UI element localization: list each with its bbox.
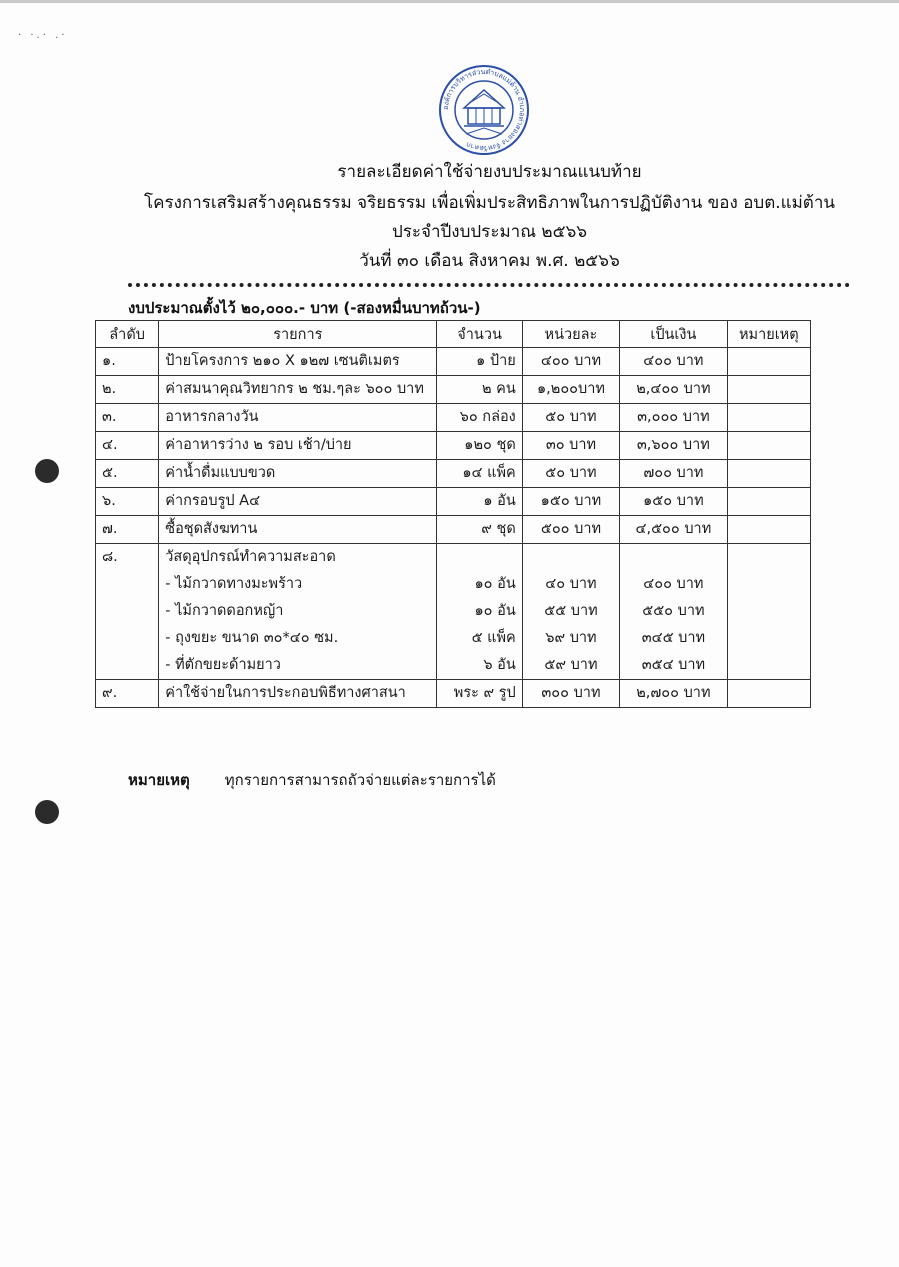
item-unit-price: ๑๕๐ บาท xyxy=(540,493,602,509)
item-remark-cell xyxy=(727,348,810,376)
item-quantity: ๕ แพ็ค xyxy=(471,630,516,646)
document-date: วันที่ ๓๐ เดือน สิงหาคม พ.ศ. ๒๕๖๖ xyxy=(359,251,620,271)
table-row xyxy=(96,432,811,460)
item-name: ค่าสมนาคุณวิทยากร ๒ ชม.ๆละ ๖๐๐ บาท xyxy=(165,381,424,397)
col-header-quantity: จำนวน xyxy=(437,321,522,348)
item-amount: ๗๐๐ บาท xyxy=(643,465,704,481)
item-quantity: ๖ อัน xyxy=(483,657,516,673)
item-remark-cell xyxy=(727,460,810,488)
item-remark-cell xyxy=(727,376,810,404)
item-amount: ๑๕๐ บาท xyxy=(643,493,704,509)
item-remark-cell xyxy=(727,544,810,680)
item-amount: ๓๔๕ บาท xyxy=(641,630,706,646)
item-name-cell xyxy=(159,516,437,544)
item-quantity-cell xyxy=(437,348,522,376)
item-unit-price: ๕๕ บาท xyxy=(544,603,598,619)
item-amount: ๕๕๐ บาท xyxy=(642,603,705,619)
organization-seal-icon xyxy=(438,64,530,156)
table-row xyxy=(96,544,811,680)
fiscal-year: ประจำปีงบประมาณ ๒๕๖๖ xyxy=(391,222,588,242)
punch-hole-upper xyxy=(35,459,59,483)
item-unit-price-cell xyxy=(522,680,619,708)
item-name: - ที่ตักขยะด้ามยาว xyxy=(165,657,281,673)
item-amount: ๔,๕๐๐ บาท xyxy=(635,521,712,537)
item-amount xyxy=(626,544,720,571)
item-unit-price: ๑,๒๐๐บาท xyxy=(536,381,605,397)
item-name-cell xyxy=(159,460,437,488)
item-name: อาหารกลางวัน xyxy=(165,409,259,425)
item-name-cell xyxy=(159,348,437,376)
item-unit-price-cell xyxy=(522,460,619,488)
item-unit-price: ๖๙ บาท xyxy=(545,630,597,646)
item-unit-price: ๓๐ บาท xyxy=(545,437,597,453)
item-quantity: พระ ๙ รูป xyxy=(453,685,516,701)
item-quantity-cell xyxy=(437,488,522,516)
document-title: รายละเอียดค่าใช้จ่ายงบประมาณแนบท้าย xyxy=(337,162,642,182)
item-name: ป้ายโครงการ ๒๑๐ X ๑๒๗ เซนติเมตร xyxy=(165,353,400,369)
item-unit-price: ๕๙ บาท xyxy=(544,657,598,673)
row-number: ๙. xyxy=(96,680,159,708)
item-amount: ๓,๖๐๐ บาท xyxy=(636,437,710,453)
item-quantity: ๑๐ อัน xyxy=(474,576,516,592)
item-quantity: ๙ ชุด xyxy=(481,521,516,537)
item-quantity: ๒ คน xyxy=(481,381,516,397)
scan-specks: · ·.· .· xyxy=(18,30,68,41)
item-amount: ๒,๗๐๐ บาท xyxy=(636,685,711,701)
footnote-label: หมายเหตุ xyxy=(128,771,190,789)
item-unit-price-cell xyxy=(522,348,619,376)
item-name: ค่าใช้จ่ายในการประกอบพิธีทางศาสนา xyxy=(165,685,406,701)
item-quantity-cell xyxy=(437,404,522,432)
row-number: ๓. xyxy=(96,404,159,432)
item-quantity: ๑๔ แพ็ค xyxy=(462,465,516,481)
col-header-remark: หมายเหตุ xyxy=(727,321,810,348)
footnote xyxy=(128,768,496,792)
item-name-cell xyxy=(159,680,437,708)
item-unit-price: ๕๐ บาท xyxy=(545,465,597,481)
item-amount-cell xyxy=(620,376,727,404)
item-unit-price-cell xyxy=(522,432,619,460)
item-name: ค่ากรอบรูป A๔ xyxy=(165,493,261,509)
item-unit-price: ๔๐๐ บาท xyxy=(540,353,602,369)
col-header-amount: เป็นเงิน xyxy=(620,321,727,348)
project-name: โครงการเสริมสร้างคุณธรรม จริยธรรม เพื่อเพิ่มประสิทธิภาพในการปฏิบัติงาน ของ อบต.แม่ต้าน xyxy=(143,193,836,213)
item-unit-price: ๕๐๐ บาท xyxy=(540,521,602,537)
item-unit-price: ๓๐๐ บาท xyxy=(541,685,601,701)
item-name-cell xyxy=(159,544,437,680)
item-amount-cell xyxy=(620,432,727,460)
item-remark-cell xyxy=(727,432,810,460)
col-header-item: รายการ xyxy=(159,321,437,348)
row-number: ๒. xyxy=(96,376,159,404)
item-unit-price-cell xyxy=(522,404,619,432)
item-amount-cell xyxy=(620,460,727,488)
scan-top-edge xyxy=(0,0,899,3)
item-remark-cell xyxy=(727,680,810,708)
item-quantity-cell xyxy=(437,516,522,544)
item-unit-price: ๕๐ บาท xyxy=(545,409,597,425)
table-row xyxy=(96,680,811,708)
table-header-row xyxy=(96,321,811,348)
row-number: ๔. xyxy=(96,432,159,460)
item-name: - ไม้กวาดทางมะพร้าว xyxy=(165,576,303,592)
item-amount-cell xyxy=(620,516,727,544)
table-row xyxy=(96,376,811,404)
item-remark-cell xyxy=(727,516,810,544)
item-remark-cell xyxy=(727,488,810,516)
item-name-cell xyxy=(159,488,437,516)
item-amount-cell xyxy=(620,680,727,708)
item-quantity-cell xyxy=(437,680,522,708)
budget-line: งบประมาณตั้งไว้ ๒๐,๐๐๐.- บาท (-สองหมื่นบาทถ้วน-) xyxy=(128,299,481,317)
item-quantity-cell xyxy=(437,376,522,404)
budget-items-table xyxy=(95,320,811,708)
row-number: ๑. xyxy=(96,348,159,376)
item-name: ค่าอาหารว่าง ๒ รอบ เช้า/บ่าย xyxy=(165,437,352,453)
table-row xyxy=(96,460,811,488)
row-number: ๗. xyxy=(96,516,159,544)
item-amount: ๔๐๐ บาท xyxy=(643,353,704,369)
item-unit-price: ๔๐ บาท xyxy=(545,576,597,592)
table-row xyxy=(96,516,811,544)
col-header-no: ลำดับ xyxy=(96,321,159,348)
item-name: ค่าน้ำดื่มแบบขวด xyxy=(165,465,276,481)
item-unit-price-cell xyxy=(522,376,619,404)
item-quantity: ๖๐ กล่อง xyxy=(459,409,516,425)
row-number: ๕. xyxy=(96,460,159,488)
table-row xyxy=(96,488,811,516)
row-number: ๖. xyxy=(96,488,159,516)
item-name-cell xyxy=(159,432,437,460)
table-row xyxy=(96,348,811,376)
item-name: - ถุงขยะ ขนาด ๓๐*๔๐ ซม. xyxy=(165,630,339,646)
item-name: ซื้อชุดสังฆทาน xyxy=(165,521,258,537)
item-name: วัสดุอุปกรณ์ทำความสะอาด xyxy=(165,549,336,565)
item-unit-price-cell xyxy=(522,516,619,544)
col-header-unit-price: หน่วยละ xyxy=(522,321,619,348)
item-quantity xyxy=(443,544,515,571)
item-name-cell xyxy=(159,376,437,404)
seal-ring-text: องค์การบริหารส่วนตำบลแม่ต้าน อำเภอท่าสองยาง จังหวัดตาก xyxy=(441,67,527,153)
item-amount-cell xyxy=(620,488,727,516)
item-quantity-cell xyxy=(437,432,522,460)
item-unit-price-cell xyxy=(522,488,619,516)
footnote-text: ทุกรายการสามารถถัวจ่ายแต่ละรายการได้ xyxy=(224,771,496,789)
item-amount: ๔๐๐ บาท xyxy=(643,576,704,592)
dotted-separator xyxy=(128,283,850,287)
item-quantity: ๑ อัน xyxy=(483,493,516,509)
item-unit-price-cell xyxy=(522,544,619,680)
item-unit-price xyxy=(529,544,613,571)
item-name-cell xyxy=(159,404,437,432)
item-amount-cell xyxy=(620,348,727,376)
item-amount-cell xyxy=(620,404,727,432)
item-quantity-cell xyxy=(437,544,522,680)
punch-hole-lower xyxy=(35,800,59,824)
item-quantity: ๑๐ อัน xyxy=(474,603,516,619)
item-quantity-cell xyxy=(437,460,522,488)
item-amount-cell xyxy=(620,544,727,680)
item-amount: ๒,๔๐๐ บาท xyxy=(636,381,711,397)
item-quantity: ๑ ป้าย xyxy=(476,353,516,369)
row-number: ๘. xyxy=(96,544,159,680)
table-body xyxy=(96,348,811,708)
item-amount: ๓,๐๐๐ บาท xyxy=(637,409,710,425)
item-remark-cell xyxy=(727,404,810,432)
item-amount: ๓๕๔ บาท xyxy=(641,657,706,673)
item-quantity: ๑๒๐ ชุด xyxy=(464,437,516,453)
table-row xyxy=(96,404,811,432)
item-name: - ไม้กวาดดอกหญ้า xyxy=(165,603,284,619)
